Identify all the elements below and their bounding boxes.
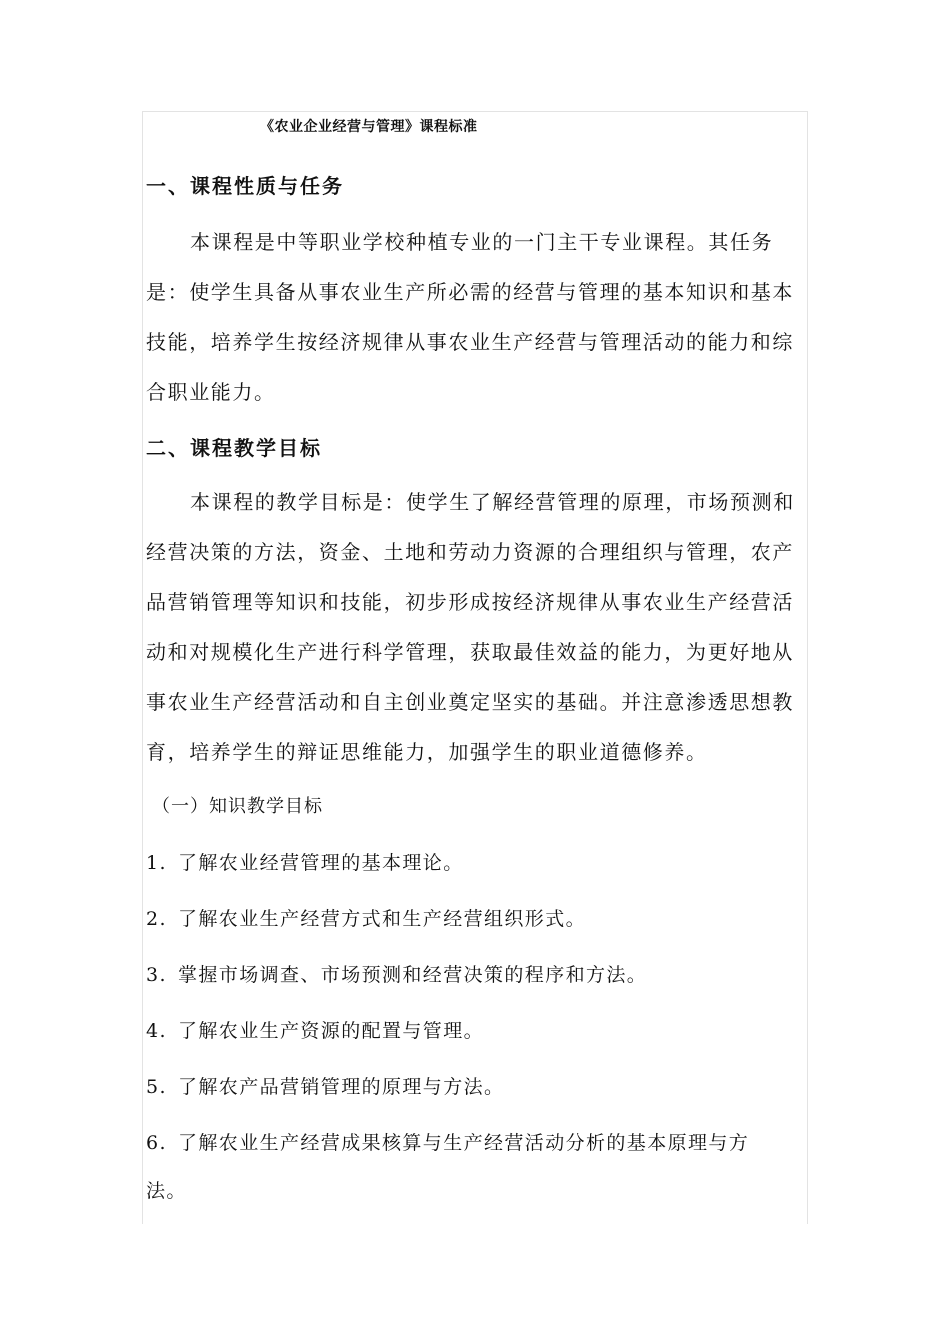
list-item xyxy=(146,1016,484,1043)
list-item-text: 了解农业生产经营成果核算与生产经营活动分析的基本原理与方 xyxy=(178,1132,750,1154)
list-item xyxy=(146,1072,504,1099)
paragraph-line: 经营决策的方法，资金、土地和劳动力资源的合理组织与管理，农产 xyxy=(146,540,794,564)
list-item-text: 了解农产品营销管理的原理与方法。 xyxy=(178,1076,505,1098)
paragraph-line: 技能，培养学生按经济规律从事农业生产经营与管理活动的能力和综 xyxy=(146,330,794,354)
list-item-text: 了解农业生产资源的配置与管理。 xyxy=(178,1020,485,1042)
list-item-number: 5. xyxy=(146,1076,167,1098)
list-item xyxy=(146,848,464,875)
list-item-text: 掌握市场调查、市场预测和经营决策的程序和方法。 xyxy=(178,964,648,986)
paragraph-line: 本课程是中等职业学校种植专业的一门主干专业课程。其任务 xyxy=(190,230,774,254)
paragraph-line: 本课程的教学目标是：使学生了解经营管理的原理，市场预测和 xyxy=(190,490,795,514)
list-item-text: 了解农业经营管理的基本理论。 xyxy=(178,852,464,874)
paragraph-line: 育，培养学生的辩证思维能力，加强学生的职业道德修养。 xyxy=(146,740,708,764)
document-title: 《农业企业经营与管理》课程标准 xyxy=(260,119,478,135)
list-item xyxy=(146,904,586,931)
paragraph-line: 是：使学生具备从事农业生产所必需的经营与管理的基本知识和基本 xyxy=(146,280,794,304)
list-item-continuation: 法。 xyxy=(146,1180,187,1202)
list-item-number: 1. xyxy=(146,852,167,874)
paragraph-line: 事农业生产经营活动和自主创业奠定坚实的基础。并注意渗透思想教 xyxy=(146,690,794,714)
paragraph-line: 品营销管理等知识和技能，初步形成按经济规律从事农业生产经营活 xyxy=(146,590,794,614)
section-heading-teaching-objectives: 二、课程教学目标 xyxy=(146,436,322,460)
section-heading-nature-and-tasks: 一、课程性质与任务 xyxy=(146,174,344,198)
list-item xyxy=(146,1128,749,1155)
list-item xyxy=(146,960,647,987)
list-item-number: 4. xyxy=(146,1020,167,1042)
list-item-number: 2. xyxy=(146,908,167,930)
list-item-number: 3. xyxy=(146,964,167,986)
paragraph-line: 动和对规模化生产进行科学管理，获取最佳效益的能力，为更好地从 xyxy=(146,640,794,664)
list-item-text: 了解农业生产经营方式和生产经营组织形式。 xyxy=(178,908,587,930)
subsection-heading-knowledge-objectives: （一）知识教学目标 xyxy=(152,796,323,817)
list-item-number: 6. xyxy=(146,1132,167,1154)
paragraph-line: 合职业能力。 xyxy=(146,380,276,404)
